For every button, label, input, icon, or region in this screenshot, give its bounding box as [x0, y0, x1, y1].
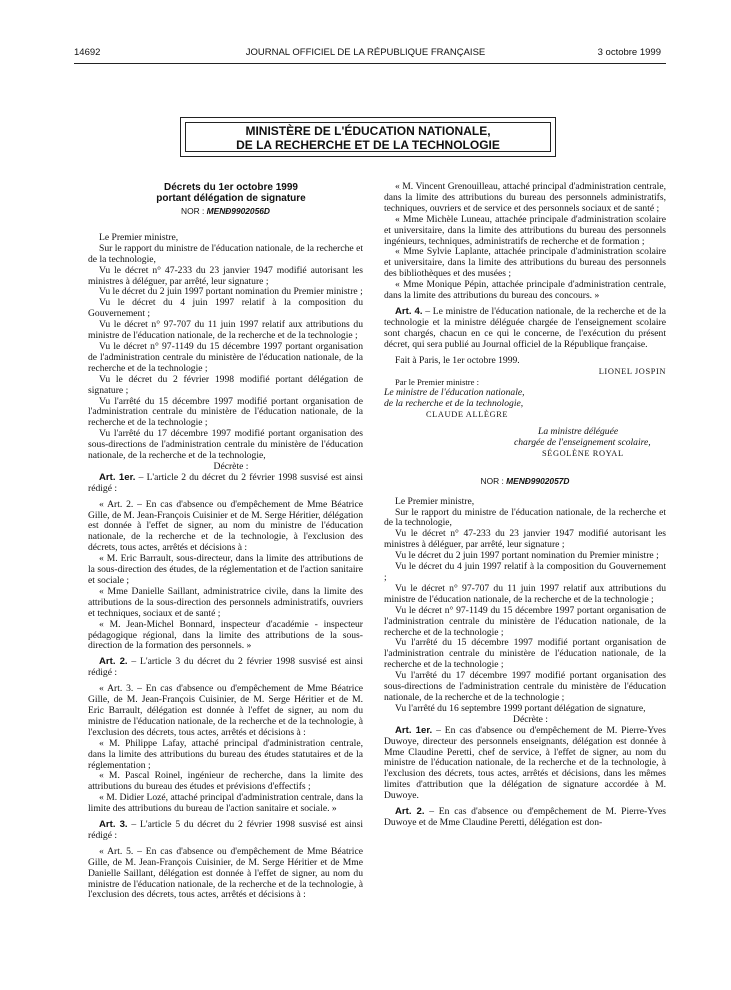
paragraph: « M. Pascal Roinel, ingénieur de recherche, dans la limite des attributions du bureau des études et prévisions d'effectifs ;: [88, 770, 363, 793]
minister-title-1: Le ministre de l'éducation nationale,: [384, 387, 525, 399]
paragraph: « Mme Danielle Saillant, administratrice civile, dans la limite des attributions de la sous-direction des personnels administratifs, ouvriers et techniques, sociaux et de santé ;: [88, 585, 363, 619]
paragraph: « Mme Sylvie Laplante, attachée principale d'administration scolaire et universitaire, dans la limite des attributions du bureau des personnels des bibliothèques et des musées ;: [384, 246, 666, 280]
paragraph: « M. Philippe Lafay, attaché principal d'administration centrale, dans la limite des attributions du bureau des études statutaires et de la réglementation ;: [88, 737, 363, 771]
paragraph: Vu le décret n° 97-707 du 11 juin 1997 relatif aux attributions du ministre de l'éducation nationale, de la recherche et de la technologie ;: [384, 582, 666, 605]
ministry-box: [180, 117, 556, 157]
paragraph: Vu l'arrêté du 15 décembre 1997 modifié portant organisation de l'administration centrale du ministère de l'éducation nationale, de la recherche et de la technologie ;: [384, 637, 666, 671]
signature-minister: CLAUDE ALLÈGRE: [426, 410, 509, 420]
paragraph: Vu l'arrêté du 17 décembre 1997 modifié portant organisation des sous-directions de l'administration centrale du ministère de l'éducation nationale, de la recherche et de la technologie ;: [384, 670, 666, 703]
paragraph: « Art. 3. – En cas d'absence ou d'empêchement de Mme Béatrice Gille, de M. Jean-François Cuisinier, de M. Serge Héritier et de M. Eric Barrault, délégation est donnée à l'effet de signer, au nom du ministre de l'éducation nationale, de la recherche et de la technologie, à l'exclusion des décrets, tous actes, arrêtés et décisions à :: [88, 683, 363, 738]
paragraph: Vu le décret du 4 juin 1997 relatif à la composition du Gouvernement ;: [88, 297, 363, 320]
ministry-line-1: MINISTÈRE DE L'ÉDUCATION NATIONALE,: [245, 124, 491, 138]
paragraph: Vu l'arrêté du 17 décembre 1997 modifié portant organisation des sous-directions de l'administration centrale du ministère de l'éducation nationale, de la recherche et de la technologie,: [88, 428, 363, 462]
right-column: [384, 182, 666, 829]
paragraph: Vu l'arrêté du 15 décembre 1997 modifié portant organisation de l'administration centrale du ministère de l'éducation nationale, de la recherche et de la technologie ;: [88, 395, 363, 429]
signature-pm: LIONEL JOSPIN: [598, 366, 666, 376]
page-number: 14692: [74, 47, 101, 58]
header-rule: [74, 63, 666, 64]
issue-date: 3 octobre 1999: [597, 47, 661, 58]
article-3: Art. 3. – L'article 5 du décret du 2 février 1998 susvisé est ainsi rédigé :: [88, 819, 363, 841]
nor-reference-1: NOR : MENÐ9902056D: [181, 206, 270, 216]
by-pm: Par le Premier ministre :: [395, 377, 480, 388]
paragraph: Vu le décret n° 97-1149 du 15 décembre 1997 portant organisation de l'administration centrale du ministère de l'éducation nationale, de la recherche et de la technologie ;: [384, 604, 666, 638]
journal-title: JOURNAL OFFICIEL DE LA RÉPUBLIQUE FRANÇAISE: [245, 47, 486, 58]
paragraph: Le Premier ministre,: [99, 231, 179, 243]
signature-delegate: SÉGOLÈNE ROYAL: [542, 448, 624, 458]
minister-title-2: de la recherche et de la technologie,: [384, 398, 524, 410]
decree-title-2: portant délégation de signature: [156, 193, 306, 204]
paragraph: « Art. 2. – En cas d'absence ou d'empêchement de Mme Béatrice Gille, de M. Jean-François Cuisinier et de M. Serge Héritier, délégation est donnée à l'effet de signer, au nom du ministre de l'éducation nationale, de la recherche et de la technologie, à l'exclusion des décrets, tous actes, arrêtés et décisions à :: [88, 498, 363, 554]
paragraph: Vu le décret n° 97-707 du 11 juin 1997 relatif aux attributions du ministre de l'éducation nationale, de la recherche et de la technologie ;: [88, 319, 363, 342]
paragraph: Vu le décret du 2 juin 1997 portant nomination du Premier ministre ;: [395, 550, 659, 562]
paragraph: Sur le rapport du ministre de l'éducation nationale, de la recherche et de la technologie,: [88, 242, 363, 265]
paragraph: « M. Jean-Michel Bonnard, inspecteur d'académie - inspecteur pédagogique régional, dans la limite des attributions de la sous-direction de la formation des personnels. »: [88, 618, 363, 652]
decrete-heading-2: Décrète :: [513, 713, 548, 725]
paragraph: « Mme Monique Pépin, attachée principale d'administration centrale, dans la limite des attributions du bureau des concours. »: [384, 279, 666, 302]
article-4: Art. 4. – Le ministre de l'éducation nationale, de la recherche et de la technologie et la ministre déléguée chargée de l'enseignement scolaire sont chargés, chacun en ce qui le concerne, de l'exécution du présent décret, qui sera publié au Journal officiel de la République française.: [384, 305, 666, 350]
delegate-title-1: La ministre déléguée: [538, 426, 619, 438]
paragraph: Vu le décret du 2 février 1998 modifié portant délégation de signature ;: [88, 373, 363, 396]
ministry-line-2: DE LA RECHERCHE ET DE LA TECHNOLOGIE: [236, 138, 500, 152]
done-at: Fait à Paris, le 1er octobre 1999.: [395, 354, 520, 366]
paragraph: « M. Eric Barrault, sous-directeur, dans la limite des attributions de la sous-direction des études, de la réglementation et de l'action sanitaire et sociale ;: [88, 553, 363, 586]
delegate-title-2: chargée de l'enseignement scolaire,: [514, 436, 651, 448]
paragraph: Sur le rapport du ministre de l'éducation nationale, de la recherche et de la technologie,: [384, 506, 666, 529]
paragraph: Vu le décret n° 97-1149 du 15 décembre 1997 portant organisation de l'administration centrale du ministère de l'éducation nationale, de la recherche et de la technologie ;: [88, 340, 363, 374]
nor-reference-2: NOR : MENÐ9902057D: [480, 475, 570, 486]
paragraph: Vu le décret du 4 juin 1997 relatif à la composition du Gouvernement ;: [384, 561, 666, 583]
paragraph: Vu le décret n° 47-233 du 23 janvier 1947 modifié autorisant les ministres à déléguer, par arrêté, leur signature ;: [88, 264, 363, 287]
article-2-decree-2: Art. 2. – En cas d'absence ou d'empêchement de M. Pierre-Yves Duwoye et de Mme Claudine Peretti, délégation est don-: [384, 806, 666, 828]
paragraph: Vu le décret n° 47-233 du 23 janvier 1947 modifié autorisant les ministres à déléguer, par arrêté, leur signature ;: [384, 528, 666, 551]
article-1: Art. 1er. – L'article 2 du décret du 2 février 1998 susvisé est ainsi rédigé :: [88, 471, 364, 494]
paragraph: « M. Vincent Grenouilleau, attaché principal d'administration centrale, dans la limite des attributions du bureau des personnels administratifs, techniques, ouvriers et de service et des personnels sociaux et de santé ;: [384, 181, 666, 214]
paragraph: « M. Didier Lozé, attaché principal d'administration centrale, dans la limite des attributions du bureau de l'action sanitaire et sociale. »: [88, 792, 363, 815]
article-1-decree-2: Art. 1er. – En cas d'absence ou d'empêchement de M. Pierre-Yves Duwoye, directeur des personnels enseignants, délégation est donnée à Mme Claudine Peretti, chef de service, à l'effet de signer, au nom du ministre de l'éducation nationale, de la recherche et de la technologie, à l'exclusion des décrets, tous actes, arrêtés et décisions, dans les mêmes limites d'attribution que la délégation de signature accordée à M. Duwoye.: [384, 724, 666, 802]
paragraph: « Art. 5. – En cas d'absence ou d'empêchement de Mme Béatrice Gille, de M. Jean-François Cuisinier, de M. Serge Héritier et de Mme Danielle Saillant, délégation est donnée à l'effet de signer, au nom du ministre de l'éducation nationale, de la recherche et de la technologie, à l'exclusion des décrets, tous actes, arrêtés et décisions à :: [88, 845, 363, 901]
page-header: [0, 47, 731, 61]
paragraph: Vu l'arrêté du 16 septembre 1999 portant délégation de signature,: [395, 702, 646, 714]
left-column: [88, 182, 363, 901]
article-2: Art. 2. – L'article 3 du décret du 2 février 1998 susvisé est ainsi rédigé :: [88, 656, 363, 679]
paragraph: « Mme Michèle Luneau, attachée principale d'administration scolaire et universitaire, dans la limite des attributions du bureau des personnels ingénieurs, techniques, administratifs de recherche et de formation ;: [384, 213, 666, 247]
decree-title-1: Décrets du 1er octobre 1999: [164, 182, 298, 193]
paragraph: Vu le décret du 2 juin 1997 portant nomination du Premier ministre ;: [99, 286, 363, 298]
paragraph: Le Premier ministre,: [395, 495, 475, 507]
decrete-heading: Décrète :: [213, 460, 249, 472]
